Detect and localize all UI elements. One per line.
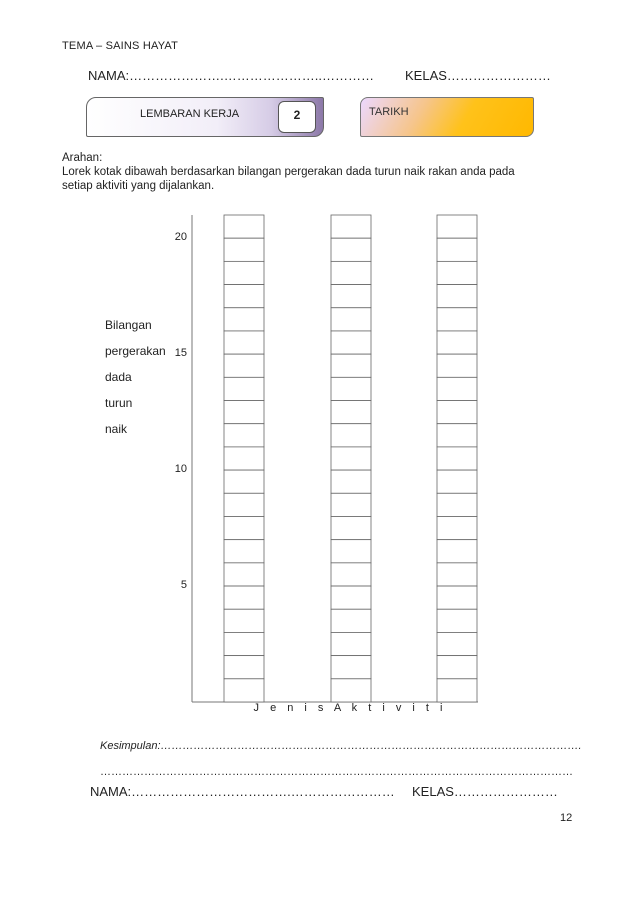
y-axis-title-line: Bilangan [105, 318, 152, 332]
page-number: 12 [560, 812, 573, 824]
grid-box[interactable] [224, 493, 264, 516]
conclusion-line-2[interactable]: ………………………………………………………………………………………………………………… [100, 766, 573, 778]
grid-box[interactable] [224, 238, 264, 261]
grid-box[interactable] [437, 285, 477, 308]
grid-box[interactable] [331, 354, 371, 377]
grid-box[interactable] [224, 540, 264, 563]
grid-box[interactable] [437, 586, 477, 609]
grid-box[interactable] [224, 354, 264, 377]
grid-box[interactable] [331, 656, 371, 679]
grid-box[interactable] [437, 470, 477, 493]
class-field-top[interactable]: KELAS…………………… [405, 68, 551, 83]
grid-box[interactable] [437, 261, 477, 284]
theme-header: TEMA – SAINS HAYAT [62, 40, 179, 52]
grid-box[interactable] [437, 354, 477, 377]
grid-box[interactable] [224, 331, 264, 354]
conclusion-field[interactable]: Kesimpulan:……………………………………………………………………………………………………. [100, 740, 582, 752]
class-field-bottom[interactable]: KELAS…………………… [412, 784, 558, 799]
grid-box[interactable] [331, 261, 371, 284]
grid-box[interactable] [331, 447, 371, 470]
y-axis-title-line: turun [105, 396, 133, 410]
y-tick-label: 5 [180, 579, 187, 592]
grid-box[interactable] [331, 516, 371, 539]
grid-box[interactable] [437, 447, 477, 470]
name-field-bottom[interactable]: NAMA:……………………………….…………………… [90, 784, 395, 799]
y-axis-title-line: pergerakan [105, 344, 166, 358]
x-axis-title: J e n i s A k t i v i t i [253, 702, 447, 714]
date-label: TARIKH [369, 106, 409, 118]
grid-box[interactable] [331, 285, 371, 308]
grid-box[interactable] [437, 377, 477, 400]
worksheet-label: LEMBARAN KERJA [140, 108, 240, 120]
name-field-top[interactable]: NAMA:………………….…………………..………… [88, 68, 375, 83]
grid-box[interactable] [224, 586, 264, 609]
grid-box[interactable] [331, 401, 371, 424]
grid-box[interactable] [331, 609, 371, 632]
grid-box[interactable] [224, 261, 264, 284]
grid-box[interactable] [437, 308, 477, 331]
grid-box[interactable] [224, 308, 264, 331]
grid-box[interactable] [224, 447, 264, 470]
grid-box[interactable] [437, 238, 477, 261]
grid-box[interactable] [437, 493, 477, 516]
grid-box[interactable] [331, 238, 371, 261]
grid-box[interactable] [331, 215, 371, 238]
grid-box[interactable] [331, 540, 371, 563]
grid-box[interactable] [224, 516, 264, 539]
grid-box[interactable] [224, 377, 264, 400]
grid-box[interactable] [224, 285, 264, 308]
y-axis-title-line: dada [105, 370, 132, 384]
instructions-line-2: setiap aktiviti yang dijalankan. [62, 180, 215, 192]
instructions-line-1: Lorek kotak dibawah berdasarkan bilangan pergerakan dada turun naik rakan anda pada [62, 166, 515, 178]
grid-box[interactable] [331, 470, 371, 493]
grid-box[interactable] [224, 632, 264, 655]
y-tick-label: 15 [174, 347, 187, 360]
grid-box[interactable] [331, 493, 371, 516]
grid-box[interactable] [224, 563, 264, 586]
grid-box[interactable] [437, 401, 477, 424]
grid-box[interactable] [331, 563, 371, 586]
grid-box[interactable] [437, 331, 477, 354]
y-axis-title-line: naik [105, 422, 128, 436]
grid-box[interactable] [224, 470, 264, 493]
grid-box[interactable] [437, 563, 477, 586]
instructions-title: Arahan: [62, 152, 103, 164]
grid-box[interactable] [224, 679, 264, 702]
grid-box[interactable] [331, 679, 371, 702]
grid-box[interactable] [331, 632, 371, 655]
grid-box[interactable] [224, 609, 264, 632]
grid-box[interactable] [437, 540, 477, 563]
grid-box[interactable] [437, 609, 477, 632]
grid-box[interactable] [331, 308, 371, 331]
box-grid [224, 215, 477, 702]
grid-box[interactable] [224, 424, 264, 447]
grid-box[interactable] [331, 331, 371, 354]
grid-box[interactable] [437, 679, 477, 702]
grid-box[interactable] [331, 424, 371, 447]
grid-box[interactable] [437, 424, 477, 447]
grid-box[interactable] [224, 401, 264, 424]
y-tick-label: 10 [174, 463, 187, 476]
grid-box[interactable] [437, 656, 477, 679]
grid-box[interactable] [331, 377, 371, 400]
grid-box[interactable] [331, 586, 371, 609]
grid-box[interactable] [437, 215, 477, 238]
grid-box[interactable] [437, 516, 477, 539]
y-tick-label: 20 [174, 231, 187, 244]
grid-box[interactable] [224, 656, 264, 679]
grid-box[interactable] [224, 215, 264, 238]
worksheet-number: 2 [293, 108, 301, 122]
grid-box[interactable] [437, 632, 477, 655]
